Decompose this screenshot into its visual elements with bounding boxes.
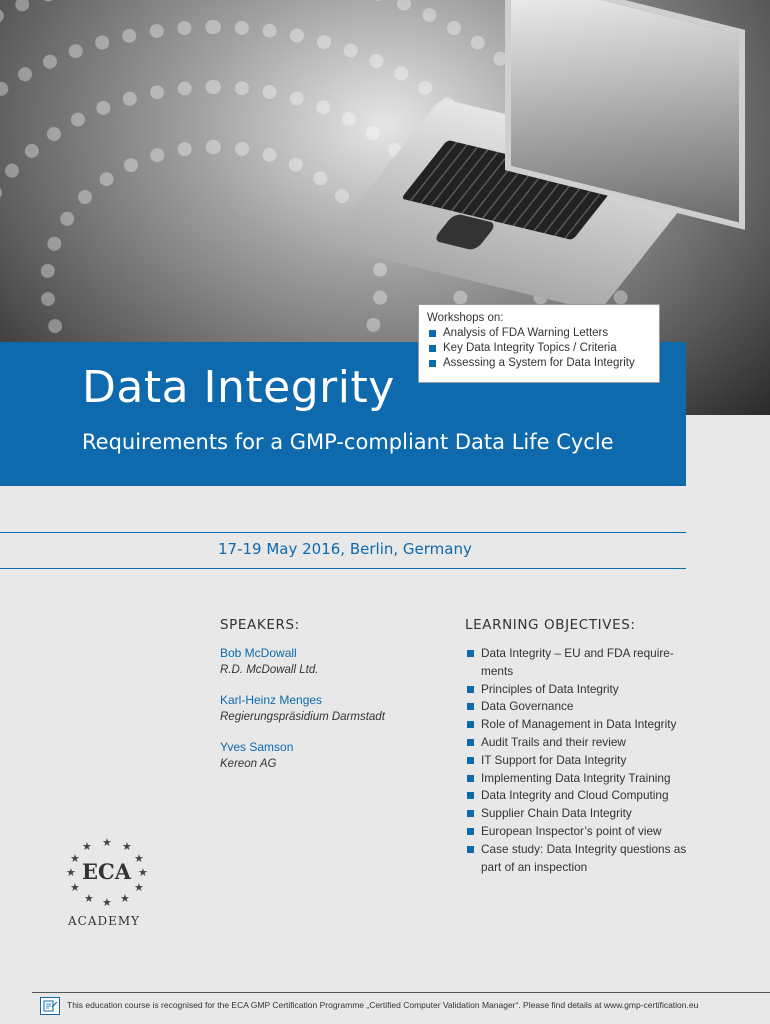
square-bullet-icon [467,846,474,853]
square-bullet-icon [467,686,474,693]
objectives-heading: LEARNING OBJECTIVES: [465,617,636,633]
objectives-list [465,645,705,876]
certificate-icon [40,997,60,1015]
square-bullet-icon [467,739,474,746]
logo-text: ECA [82,859,132,884]
objective-item: Audit Trails and their review [465,734,705,752]
objective-item: Supplier Chain Data Integrity [465,805,705,823]
speaker-org: Regierungspräsidium Darmstadt [220,711,385,723]
objective-item: Data Integrity and Cloud Computing [465,787,705,805]
footer-divider [32,992,770,993]
square-bullet-icon [429,360,436,367]
speaker-org: R.D. McDowall Ltd. [220,664,319,676]
eca-academy-logo [60,836,160,936]
star-icon: ★ [82,841,92,853]
speaker-name: Yves Samson [220,740,294,754]
divider [0,532,686,533]
workshop-item: Key Data Integrity Topics / Criteria [427,341,651,356]
square-bullet-icon [467,650,474,657]
square-bullet-icon [467,775,474,782]
star-icon: ★ [102,837,112,849]
star-icon: ★ [134,853,144,865]
objective-item: European Inspector’s point of view [465,823,705,841]
workshops-heading: Workshops on: [427,312,504,324]
square-bullet-icon [429,330,436,337]
objective-item: Data Integrity – EU and FDA require-ments [465,645,705,681]
star-icon: ★ [102,897,112,909]
star-icon: ★ [138,867,148,879]
star-icon: ★ [70,882,80,894]
square-bullet-icon [467,703,474,710]
square-bullet-icon [467,792,474,799]
speaker-name: Bob McDowall [220,646,297,660]
objective-item: Data Governance [465,698,705,716]
square-bullet-icon [467,828,474,835]
speaker-org: Kereon AG [220,758,277,770]
star-icon: ★ [66,867,76,879]
star-icon: ★ [84,893,94,905]
objective-item: Role of Management in Data Integrity [465,716,705,734]
footer-text: This education course is recognised for the ECA GMP Certification Programme „Certified Computer Validation Manager“. Please find details at www.gmp-certification.eu [67,1000,699,1010]
workshop-item: Assessing a System for Data Integrity [427,356,651,371]
workshop-item: Analysis of FDA Warning Letters [427,326,651,341]
speaker-name: Karl-Heinz Menges [220,693,323,707]
objective-item: Case study: Data Integrity questions as part of an inspection [465,841,705,877]
square-bullet-icon [429,345,436,352]
square-bullet-icon [467,721,474,728]
workshops-box [418,304,660,383]
star-icon: ★ [70,853,80,865]
logo-subtext: ACADEMY [68,914,141,928]
objective-item: IT Support for Data Integrity [465,752,705,770]
page-subtitle: Requirements for a GMP-compliant Data Life Cycle [82,430,614,454]
divider [0,568,686,569]
objective-item: Principles of Data Integrity [465,681,705,699]
star-icon: ★ [122,841,132,853]
objective-item: Implementing Data Integrity Training [465,770,705,788]
square-bullet-icon [467,810,474,817]
speakers-heading: SPEAKERS: [220,617,300,633]
event-date: 17-19 May 2016, Berlin, Germany [218,540,472,558]
page-title: Data Integrity [82,362,395,413]
square-bullet-icon [467,757,474,764]
star-icon: ★ [120,893,130,905]
star-icon: ★ [134,882,144,894]
